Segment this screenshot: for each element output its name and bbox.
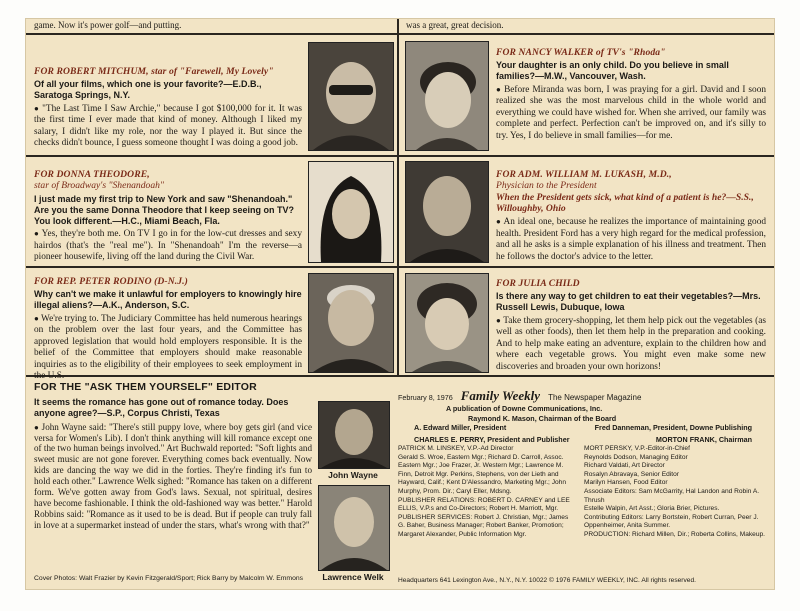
row-divider [26,266,774,268]
reader-question: When the President gets sick, what kind of a patient is he?—S.S., Willoughby, Ohio [496,192,754,214]
photo-caption: Lawrence Welk [322,572,384,582]
recipient-label: FOR NANCY WALKER of TV's "Rhoda" [496,47,666,58]
portrait-photo [308,161,394,263]
masthead-president-downe: Fred Danneman, President, Downe Publishing [594,423,752,433]
masthead-footer: Headquarters 641 Lexington Ave., N.Y., N.Y. 10022 © 1976 FAMILY WEEKLY, INC. All rights reserved. [398,577,696,584]
portrait-photo-icon [319,402,389,468]
portrait-photo-icon [319,486,389,570]
answer-text: ● We're trying to. The Judiciary Committee has held numerous hearings on the problem over the last four years, and the Committee has approved legislation that would hold employers responsible. It is the belief of the Committee that employers should make reasonable inquiries as to the eligibility of their employees to seek employment in the U.S. [34,313,302,382]
recipient-label: FOR DONNA THEODORE, [34,169,150,180]
portrait-photo-icon [309,43,393,150]
masthead [398,387,768,539]
bullet-icon: ● [34,313,42,323]
bullet-icon: ● [34,103,43,113]
top-fragment-left: game. Now it's power golf—and putting. [34,20,182,30]
masthead-presidents [398,423,768,433]
reader-question: Is there any way to get children to eat their vegetables?—Mrs. Russell Lewis, Dubuque, Iowa [496,291,761,312]
masthead-chairman: MORTON FRANK, Chairman [655,434,752,444]
reader-question: Of all your films, which one is your favorite?—E.D.B., Saratoga Springs, N.Y. [34,79,262,100]
portrait-photo [405,161,489,263]
top-fragment-right: was a great, great decision. [406,20,504,30]
recipient-subtitle: star of Broadway's "Shenandoah" [34,180,164,191]
answer-text: ● Yes, they're both me. On TV I go in for the low-cut dresses and sexy hairdos (that's the "real me"). In "Shenandoah" I'm the reverse—a pioneer housewife, living off the land during the Civil War. [34,229,302,263]
masthead-publisher-line: A publication of Downe Communications, Inc. [446,404,603,414]
portrait-photo [308,273,394,373]
masthead-president: A. Edward Miller, President [414,423,507,433]
recipient-subtitle: Physician to the President [496,180,597,191]
qa-entry [496,47,766,154]
bullet-icon: ● [496,217,504,226]
recipient-label: FOR REP. PETER RODINO (D-N.J.) [34,276,188,287]
qa-entry [34,66,302,154]
qa-entry [34,276,302,382]
portrait-photo-icon [406,42,488,150]
portrait-photo [308,42,394,151]
recipient-label: FOR ADM. WILLIAM M. LUKASH, M.D., [496,169,672,180]
answer-text: ● An ideal one, because he realizes the importance of maintaining good health. President Ford has a very high regard for the medical profession, and all he asks is a simple explanation of his illness and treatment. Then he follows the doctor's advice to the letter. [496,217,766,262]
bullet-icon: ● [496,84,505,94]
masthead-chairman-board: Raymond K. Mason, Chairman of the Board [468,413,617,423]
recipient-label: FOR ROBERT MITCHUM, star of "Farewell, My Lovely" [34,66,274,77]
newspaper-clipping [26,19,774,589]
portrait-photo-icon [406,274,488,372]
answer-text: ● John Wayne said: "There's still puppy love, where boy gets girl (and vice versa for Women's Lib). I don't think anything will kill romance except one of the two human beings involved." Art Buchwald reported: "Soft lights and sweet music are not gone forever. Everything comes back eventually. Now kids are dancing the way we did in the forties. They're finding it's fun to hold each other." Lawrence Welk sighed: "Romance has taken on a different form. We've gotten away from God's laws. Sexual, not spiritual, desires have become fashionable. I think the old-fashioned way was better." Harold Robbins said: "Romance as it used to be is dead. But if people can truly fall in love at a supermarket instead of under the stars, what's wrong with that?" [34,421,312,530]
portrait-photo [405,273,489,373]
portrait-photo-icon [309,162,393,262]
masthead-officers [398,435,768,445]
bullet-icon: ● [34,422,42,432]
masthead-tagline: The Newspaper Magazine [548,393,642,402]
masthead-logo: Family Weekly [460,388,541,403]
masthead-title-row [398,387,768,404]
portrait-photo [318,401,390,469]
reader-question: It seems the romance has gone out of romance today. Does anyone agree?—S.P., Corpus Christi, Texas [34,397,289,418]
masthead-business-staff: PATRICK M. LINSKEY, V.P.-Ad Director Gerald S. Wroe, Eastern Mgr.; Richard D. Carroll, Assoc. Eastern Mgr.; Joe Frazer, Jr. Western Mgr.; Lawrence M. Finn, Detroit Mgr. Perkins, Stephens, von der Lieth and Hayward, Calif.; Kent D'Alessandro, Marketing Mgr.; John Murphy, Prom. Dir.; Caryl Eller, Mdsng. PUBLISHER RELATIONS: ROBERT D. CARNEY and LEE ELLIS, V.P.s and Co-Directors; Robert H. Marriott, Mgr. PUBLISHER SERVICES: Robert J. Christian, Mgr.; James G. Baher, Business Manager; Robert Banker, Promotion; Margaret Alexander, Public Information Mgr. [398,445,570,538]
reader-question: Why can't we make it unlawful for employers to knowingly hire illegal aliens?—A.K., Anderson, S.C. [34,289,302,310]
reader-question: Your daughter is an only child. Do you believe in small families?—M.W., Vancouver, Wash. [496,60,729,81]
portrait-photo [318,485,390,571]
portrait-photo-icon [406,162,488,262]
masthead-editorial-staff: MORT PERSKY, V.P.-Editor-in-Chief Reynolds Dodson, Managing Editor Richard Valdati, Art Director Rosalyn Abravaya, Senior Editor Marilyn Hansen, Food Editor Associate Editors: Sam McGarrity, Hal Landon and Robin A. Thrush Estelle Walpin, Art Asst.; Gloria Brier, Pictures. Contributing Editors: Larry Bortstein, Robert Curran, Peer J. Oppenheimer, Anita Summer. PRODUCTION: Richard Millen, Dir.; Roberta Collins, Makeup. [584,445,766,538]
qa-entry [34,169,302,265]
row-divider [26,33,774,35]
qa-entry [496,278,766,374]
bullet-icon: ● [496,315,504,325]
column-divider [397,19,399,375]
photo-caption: John Wayne [328,470,378,480]
bullet-icon: ● [34,229,42,239]
cover-photo-credits: Cover Photos: Walt Frazier by Kevin Fitzgerald/Sport; Rick Barry by Malcolm W. Emmons [34,575,304,582]
masthead-date: February 8, 1976 [398,393,453,402]
masthead-staff-columns [398,445,768,539]
answer-text: ● Take them grocery-shopping, let them help pick out the vegetables (as well as other foods), then let them help in the preparation and cooking. And to help make eating an adventure, explain to the children how and where each vegetable grows. You might even make some new discoveries and broaden your own horizons! [496,315,766,372]
editor-section-title: FOR THE "ASK THEM YOURSELF" EDITOR [34,381,257,393]
portrait-photo-icon [309,274,393,372]
masthead-publisher: CHARLES E. PERRY, President and Publisher [414,434,570,444]
row-divider [26,155,774,157]
reader-question: I just made my first trip to New York and saw "Shenandoah." Are you the same Donna Theodore that I keep seeing on TV? You look different.—H.C., Miami Beach, Fla. [34,194,295,226]
portrait-photo [405,41,489,151]
editor-qa-entry [34,397,312,575]
qa-entry [496,169,766,265]
answer-text: ● "The Last Time I Saw Archie," because I got $100,000 for it. It was the first time I ever made that kind of money. Although I liked my salary, I didn't like my role, nor the way I played it. But since the checks didn't bounce, I guess someone thought I was doing a good job. [34,103,302,149]
answer-text: ● Before Miranda was born, I was praying for a girl. David and I soon realized she was the most marvelous child in the whole world and everything we could have wished for. When she arrived, our family was complete and perfect. Perfection can't be improved on, and it's silly to try. Yes, I do believe in small families—for me. [496,84,766,141]
recipient-label: FOR JULIA CHILD [496,278,580,289]
